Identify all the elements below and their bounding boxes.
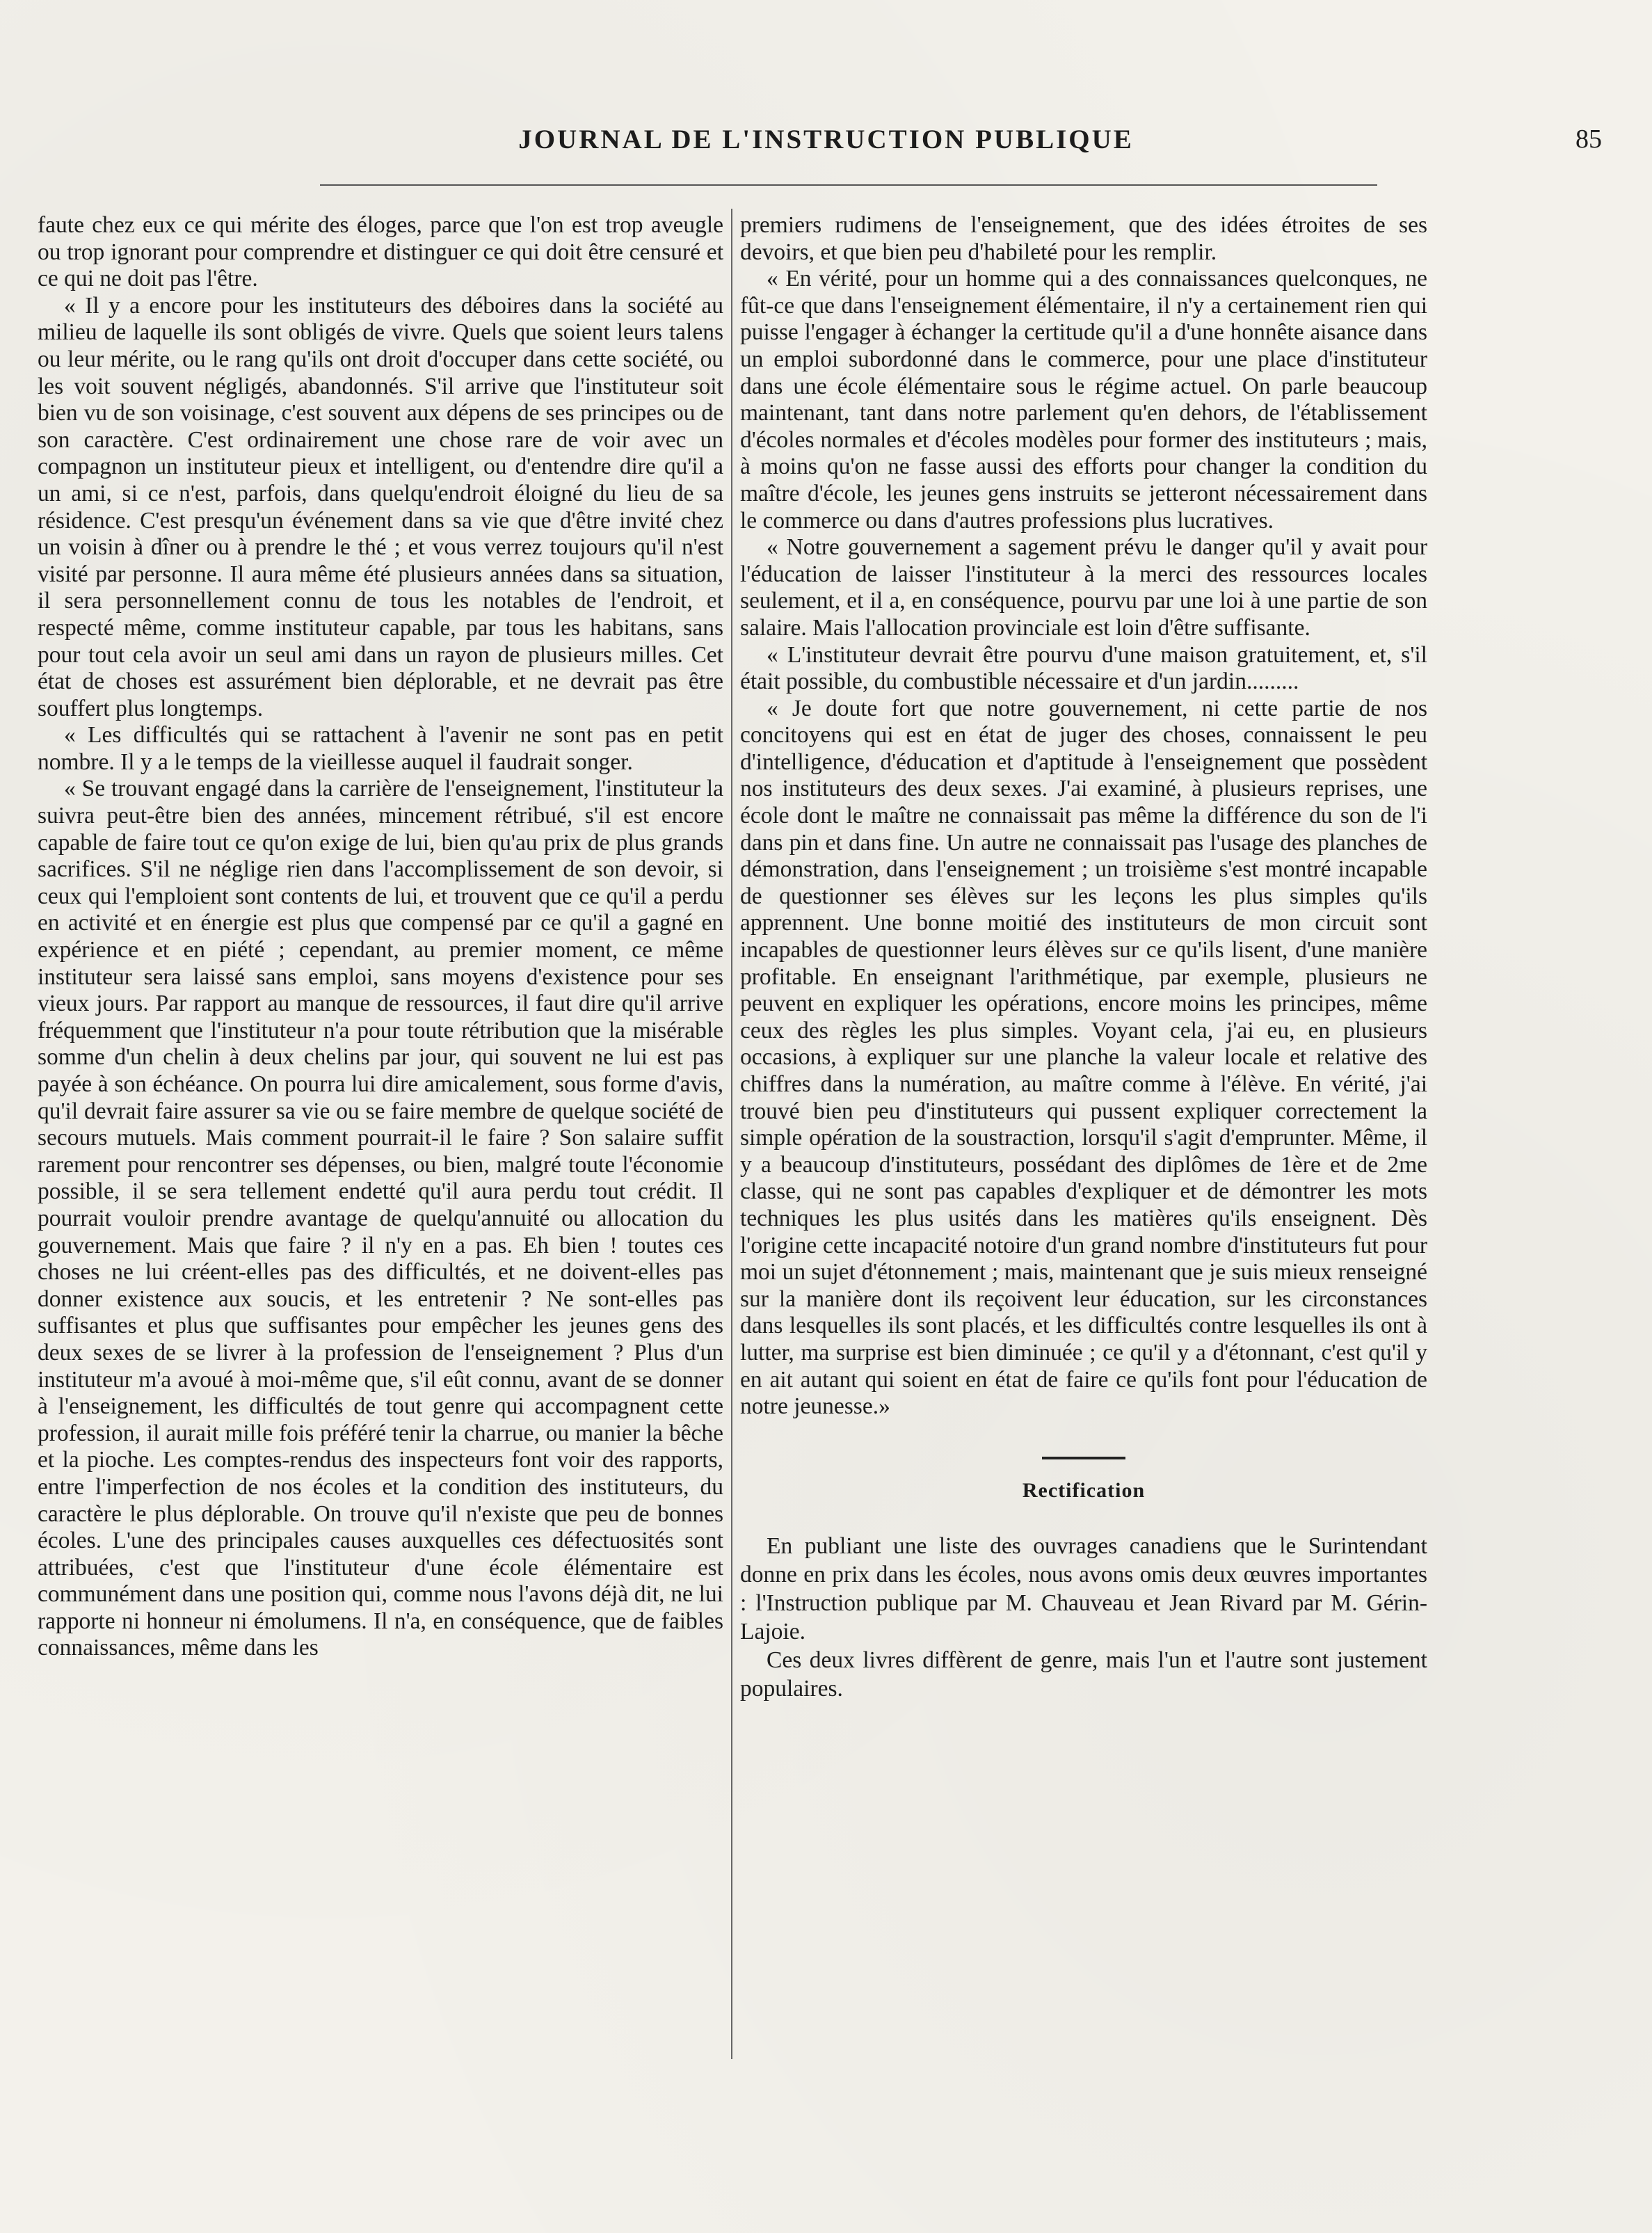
journal-title: JOURNAL DE L'INSTRUCTION PUBLIQUE — [518, 125, 1134, 154]
paragraph: « Se trouvant engagé dans la carrière de l'enseignement, l'instituteur la suivra peut-être bien des années, mincement rétribué, s'il est encore capable de faire tout ce qu'on exige de lui, bien qu'au prix de plus grands sacrifices. S'il ne néglige rien dans l'accomplissement de son devoir, si ceux qui l'emploient sont contents de lui, et trouvent que ce qu'il a perdu en activité et en énergie est plus que compensé par ce qu'il a gagné en expérience et en piété ; cependant, au premier moment, ce même instituteur sera laissé sans emploi, sans moyens d'existence pour ses vieux jours. Par rapport au manque de ressources, il faut dire qu'il arrive fréquemment que l'instituteur n'a pour toute rétribution que la misérable somme d'un chelin à deux chelins par jour, qui souvent ne lui est pas payée à son échéance. On pourra lui dire amicalement, sous forme d'avis, qu'il devrait faire assurer sa vie ou se faire membre de quelque société de secours mutuels. Mais comment pourrait-il le faire ? Son salaire suffit rarement pour rencontrer ses dépenses, ou bien, malgré toute l'économie possible, il se sera tellement endetté qu'il aura perdu tout crédit. Il pourrait vouloir prendre avantage de quelqu'annuité ou allocation du gouvernement. Mais que faire ? il n'y en a pas. Eh bien ! toutes ces choses ne lui créent-elles pas des difficultés, et ne doivent-elles pas donner existence aux soucis, et les entretenir ? Ne sont-elles pas suffisantes et plus que suffisantes pour empêcher les jeunes gens des deux sexes de se livrer à la profession de l'enseignement ? Plus d'un instituteur m'a avoué à moi-même que, s'il eût connu, avant de se donner à l'enseignement, les difficultés de tout genre qui accompagnent cette profession, il aurait mille fois préféré tenir la charrue, ou manier la bêche et la pioche. Les comptes-rendus des inspecteurs font voir des rapports, entre l'imperfection de nos écoles et la condition des instituteurs, du caractère le plus déplorable. On trouve qu'il n'existe que peu de bonnes écoles. L'une des principales causes auxquelles ces défectuosités sont attribuées, c'est que l'instituteur d'une école élémentaire est communément dans une position qui, comme nous l'avons déjà dit, ne lui rapporte ni honneur ni émolumens. Il n'a, en conséquence, que de faibles connaissances, même dans les — [38, 776, 723, 1661]
section-heading: Rectification — [1022, 1478, 1146, 1502]
paragraph: faute chez eux ce qui mérite des éloges, parce que l'on est trop aveugle ou trop ignorant pour comprendre et distinguer ce qui doit être censuré et ce qui ne doit pas l'être. — [38, 212, 723, 292]
paragraph: « En vérité, pour un homme qui a des connaissances quelconques, ne fût-ce que dans l'enseignement élémentaire, il n'y a certainement rien qui puisse l'engager à échanger la certitude qu'il a d'une honnête aisance dans un emploi subordonné dans le commerce, pour une place d'instituteur dans une école élémentaire sous le régime actuel. On parle beaucoup maintenant, tant dans notre parlement qu'en dehors, de l'établissement d'écoles normales et d'écoles modèles pour former des instituteurs ; mais, à moins qu'on ne fasse aussi des efforts pour changer la condition du maître d'école, les jeunes gens instruits se jetteront nécessairement dans le commerce ou dans d'autres professions plus lucratives. — [740, 266, 1427, 534]
left-column — [38, 212, 723, 1662]
page-header — [42, 124, 1610, 166]
paragraph: premiers rudimens de l'enseignement, que des idées étroites de ses devoirs, et que bien peu d'habileté pour les remplir. — [740, 212, 1427, 265]
article-continuation — [740, 212, 1427, 1420]
right-column — [740, 212, 1427, 1703]
paragraph: « Notre gouvernement a sagement prévu le danger qu'il y avait pour l'éducation de laisser l'instituteur à la merci des ressources locales seulement, et il a, en conséquence, pourvu par une loi à une partie de son salaire. Mais l'allocation provinciale est loin d'être suffisante. — [740, 534, 1427, 641]
paragraph: « Je doute fort que notre gouvernement, ni cette partie de nos concitoyens qui est en état de juger des choses, connaissent le peu d'intelligence, d'éducation et d'aptitude à l'enseignement que possèdent nos instituteurs des deux sexes. J'ai examiné, à plusieurs reprises, une école dont le maître ne connaissait pas même la différence du son de l'i dans pin et dans fine. Un autre ne connaissait pas l'usage des planches de démonstration, dans l'enseignement ; un troisième s'est montré incapable de questionner ses élèves sur les leçons les plus simples qu'ils apprennent. Une bonne moitié des instituteurs de mon circuit sont incapables de questionner leurs élèves sur ce qu'ils lisent, d'une manière profitable. En enseignant l'arithmétique, par exemple, plusieurs ne peuvent en expliquer les opérations, encore moins les principes, même ceux des règles les plus simples. Voyant cela, j'ai eu, en plusieurs occasions, à expliquer sur une planche la valeur locale et relative des chiffres dans la numération, au maître comme à l'élève. En vérité, j'ai trouvé bien peu d'instituteurs qui pussent expliquer correctement la simple opération de la soustraction, lorsqu'il s'agit d'emprunter. Même, il y a beaucoup d'instituteurs, possédant des diplômes de 1ère et de 2me classe, qui ne sont pas capables d'expliquer et de démontrer les mots techniques les plus usités dans les matières qu'ils enseignent. Dès l'origine cette incapacité notoire d'un grand nombre d'instituteurs fut pour moi un sujet d'étonnement ; mais, maintenant que je suis mieux renseigné sur la manière dont ils reçoivent leur éducation, sur les circonstances dans lesquelles ils sont placés, et les difficultés contre lesquelles ils ont à lutter, ma surprise est bien diminuée ; ce qu'il y a d'étonnant, c'est qu'il y en ait autant qui soient en état de faire ce qu'ils font pour l'éducation de notre jeunesse.» — [740, 695, 1427, 1420]
column-divider — [731, 209, 732, 2059]
paragraph: « L'instituteur devrait être pourvu d'une maison gratuitement, et, s'il était possible, du combustible nécessaire et d'un jardin......... — [740, 641, 1427, 695]
paragraph: « Les difficultés qui se rattachent à l'avenir ne sont pas en petit nombre. Il y a le temps de la vieillesse auquel il faudrait songer. — [38, 722, 723, 775]
notice-paragraph: En publiant une liste des ouvrages canadiens que le Surintendant donne en prix dans les écoles, nous avons omis deux œuvres importantes : l'Instruction publique par M. Chauveau et Jean Rivard par M. Gérin-Lajoie. — [740, 1533, 1427, 1645]
section-rule — [1042, 1457, 1125, 1459]
paragraph: « Il y a encore pour les instituteurs des déboires dans la société au milieu de laquelle ils sont obligés de vivre. Quels que soient leurs talens ou leur mérite, ou le rang qu'ils ont droit d'occuper dans cette société, ou les voit souvent négligés, abandonnés. S'il arrive que l'instituteur soit bien vu de son voisinage, c'est souvent aux dépens de ses principes ou de son caractère. C'est ordinairement une chose rare de voir avec un compagnon un instituteur pieux et intelligent, ou d'entendre dire qu'il a un ami, si ce n'est, parfois, dans quelqu'endroit éloigné du lieu de sa résidence. C'est presqu'un événement dans sa vie que d'être invité chez un voisin à dîner ou à prendre le thé ; et vous verrez toujours qu'il n'est visité par personne. Il aura même été plusieurs années dans sa situation, il sera personnellement connu de tous les notables de l'endroit, et respecté même, comme instituteur capable, par tous les habitans, sans pour tout cela avoir un seul ami dans un rayon de plusieurs milles. Cet état de choses est assurément bien déplorable, et ne devrait pas être souffert plus longtemps. — [38, 292, 723, 721]
page-number: 85 — [1575, 125, 1602, 154]
header-rule — [320, 184, 1377, 186]
notice-paragraph: Ces deux livres diffèrent de genre, mais l'un et l'autre sont justement populaires. — [740, 1647, 1427, 1702]
